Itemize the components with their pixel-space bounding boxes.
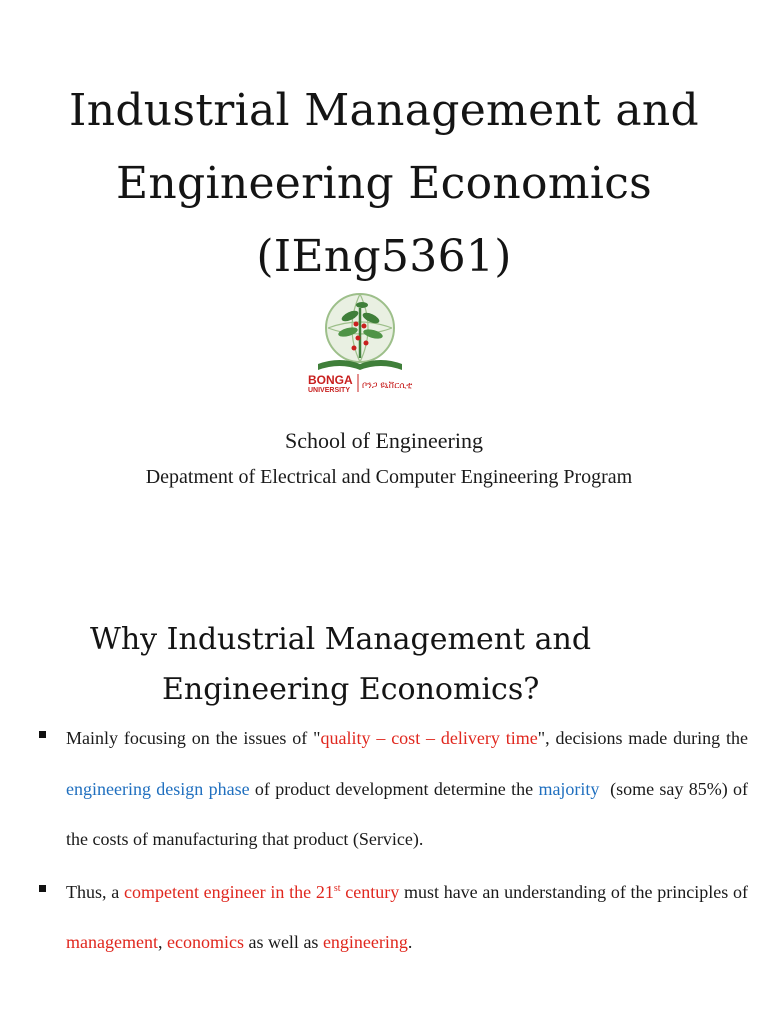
bullet2-highlight-century: century xyxy=(340,881,400,902)
title-line-2: Engineering Economics xyxy=(115,158,653,209)
content-slide xyxy=(0,585,768,1024)
slide-title xyxy=(0,74,768,293)
bullet1-highlight-quality: quality – cost – delivery time xyxy=(320,728,538,748)
bullet-list xyxy=(36,713,753,968)
logo-amharic: ቦንጋ ዩኒቨርሲቲ xyxy=(362,381,413,391)
title-line-1: Industrial Management and xyxy=(69,85,699,136)
bullet2-highlight-engineering: engineering xyxy=(322,932,408,952)
bullet2-highlight-engineer: competent engineer in the 21 xyxy=(123,881,334,902)
bullet2-highlight-economics: economics xyxy=(166,932,244,952)
question-heading xyxy=(90,615,730,715)
heading-line-1: Why Industrial Management and xyxy=(90,622,592,657)
bullet1-text-4: (some say 85%) of the costs of manufacturing that product (Service). xyxy=(66,778,753,849)
bullet2-text-5: . xyxy=(407,932,413,952)
bullet2-text-2: must have an understanding of the principles of xyxy=(399,881,748,902)
school-name: School of Engineering xyxy=(285,428,483,453)
bullet1-text-1: Mainly focusing on the issues of " xyxy=(66,728,321,748)
bullet2-superscript: st xyxy=(333,882,341,894)
heading-line-2: Engineering Economics? xyxy=(162,672,540,707)
bullet2-text-3: , xyxy=(157,932,167,952)
logo-word-bonga: BONGA xyxy=(308,373,353,387)
bullet1-highlight-design-phase: engineering design phase xyxy=(66,778,250,799)
logo-word-university: UNIVERSITY xyxy=(308,387,351,394)
bonga-university-logo xyxy=(300,288,420,396)
bullet-item xyxy=(36,713,753,865)
department-name: Depatment of Electrical and Computer Engineering Program xyxy=(145,466,633,488)
bullet-item xyxy=(36,867,748,968)
bullet2-text-1: Thus, a xyxy=(66,881,124,902)
bullet1-text-3: of product development determine the xyxy=(249,778,539,799)
bullet1-text-2: ", decisions made during the xyxy=(537,728,748,748)
bullet2-highlight-management: management xyxy=(66,932,158,952)
title-line-3: (IEng5361) xyxy=(256,231,512,282)
bullet2-text-4: as well as xyxy=(243,932,323,952)
bullet1-highlight-majority: majority xyxy=(538,778,600,799)
